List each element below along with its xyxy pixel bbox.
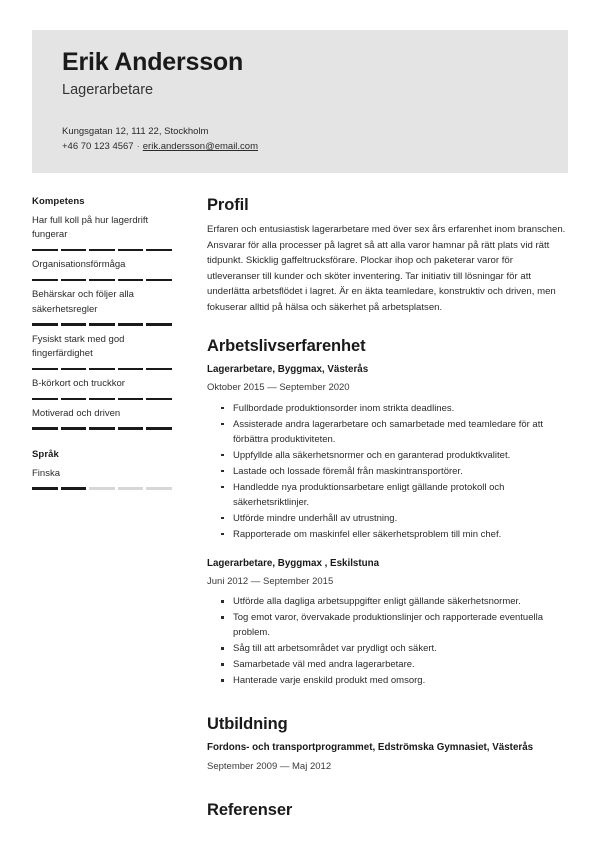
experience-entry <box>207 363 568 542</box>
rating-segment <box>118 323 144 326</box>
section-title-profile: Profil <box>207 196 249 214</box>
bullet-item: Samarbetade väl med andra lagerarbetare. <box>220 657 568 672</box>
skill-rating <box>32 249 172 252</box>
rating-segment <box>146 487 172 490</box>
rating-segment <box>32 427 58 430</box>
sidebar-heading-skills: Kompetens <box>32 196 85 207</box>
experience-bullets <box>207 401 568 542</box>
resume-header <box>32 30 568 173</box>
experience-title: Lagerarbetare, Byggmax, Västerås <box>207 364 369 376</box>
contact-phone-email-line <box>62 140 538 155</box>
skill-rating <box>32 279 172 282</box>
bullet-item: Uppfyllde alla säkerhetsnormer och en garanterad produktkvalitet. <box>220 448 568 463</box>
education-entry <box>207 741 568 774</box>
rating-segment <box>61 487 87 490</box>
rating-segment <box>89 487 115 490</box>
rating-segment <box>118 427 144 430</box>
experience-entry <box>207 557 568 689</box>
rating-segment <box>32 249 58 252</box>
rating-segment <box>61 427 87 430</box>
skill-label: Har full koll på hur lagerdrift fungerar <box>32 215 149 241</box>
skill-rating <box>32 398 172 401</box>
skill-item <box>32 214 168 251</box>
rating-segment <box>32 368 58 371</box>
rating-segment <box>89 323 115 326</box>
bullet-item: Hanterade varje enskild produkt med omsorg. <box>220 673 568 688</box>
bullet-item: Fullbordade produktionsorder inom strikta deadlines. <box>220 401 568 416</box>
rating-segment <box>32 279 58 282</box>
section-title-experience: Arbetslivserfarenhet <box>207 337 366 356</box>
experience-bullets <box>207 594 568 688</box>
contact-phone: +46 70 123 4567 <box>62 140 134 152</box>
skill-rating <box>32 368 172 371</box>
bullet-item: Utförde alla dagliga arbetsuppgifter enligt gällande säkerhetsnormer. <box>220 594 568 609</box>
skill-item <box>32 333 168 370</box>
rating-segment <box>61 323 87 326</box>
candidate-name: Erik Andersson <box>62 48 244 76</box>
experience-dates: Oktober 2015 — September 2020 <box>207 382 350 394</box>
contact-info <box>62 125 538 154</box>
rating-segment <box>118 368 144 371</box>
rating-segment <box>118 249 144 252</box>
rating-segment <box>61 249 87 252</box>
rating-segment <box>146 279 172 282</box>
rating-segment <box>89 368 115 371</box>
rating-segment <box>89 249 115 252</box>
skill-label: B-körkort och truckkor <box>32 378 125 390</box>
language-rating <box>32 487 172 490</box>
rating-segment <box>32 398 58 401</box>
resume-body <box>32 196 568 827</box>
rating-segment <box>89 279 115 282</box>
education-title: Fordons- och transportprogrammet, Edströmska Gymnasiet, Västerås <box>207 742 534 754</box>
rating-segment <box>61 398 87 401</box>
skill-label: Motiverad och driven <box>32 408 121 419</box>
skill-item <box>32 407 168 430</box>
rating-segment <box>32 323 58 326</box>
section-title-education: Utbildning <box>207 715 288 734</box>
experience-title: Lagerarbetare, Byggmax , Eskilstuna <box>207 557 380 569</box>
bullet-item: Tog emot varor, övervakade produktionslinjer och rapporterade eventuella problem. <box>220 610 568 640</box>
education-dates: September 2009 — Maj 2012 <box>207 761 332 773</box>
experience-dates: Juni 2012 — September 2015 <box>207 575 334 587</box>
contact-email-link[interactable]: erik.andersson@email.com <box>142 140 259 152</box>
rating-segment <box>146 323 172 326</box>
skill-item <box>32 258 168 281</box>
skill-label: Behärskar och följer alla säkerhetsregler <box>32 289 134 315</box>
rating-segment <box>61 279 87 282</box>
profile-summary: Erfaren och entusiastisk lagerarbetare med över sex års erfarenhet inom branschen. Ansvarar för alla processer på lagret så att alla varor hamnar på rätt plats vid rätt tidpunkt. Skicklig gaffeltrucksförare. Plockar ihop och paketerar varor för utleveranser till kunder och sköter inventering. Tar initiativ till lösningar för att underlätta arbetsflödet i lagret. Är en äkta teamledare, konstruktiv och driven, men fokuserar alltid på hälsa och säkerhet på arbetsplatsen. <box>207 224 566 313</box>
bullet-item: Assisterade andra lagerarbetare och samarbetade med teamledare för att förbättra produktiviteten. <box>220 417 568 447</box>
candidate-job-title: Lagerarbetare <box>62 81 154 98</box>
bullet-item: Handledde nya produktionsarbetare enligt gällande protokoll och säkerhetsriktlinjer. <box>220 480 568 510</box>
bullet-item: Rapporterade om maskinfel eller säkerhetsproblem till min chef. <box>220 527 568 542</box>
rating-segment <box>146 398 172 401</box>
rating-segment <box>118 487 144 490</box>
rating-segment <box>89 398 115 401</box>
main-content <box>176 196 568 827</box>
language-label: Finska <box>32 467 60 479</box>
bullet-item: Lastade och lossade föremål från maskintransportörer. <box>220 464 568 479</box>
bullet-item: Såg till att arbetsområdet var prydligt och säkert. <box>220 641 568 656</box>
skill-item <box>32 288 168 325</box>
rating-segment <box>32 487 58 490</box>
skill-label: Organisationsförmåga <box>32 259 126 271</box>
contact-separator: · <box>136 140 140 152</box>
rating-segment <box>61 368 87 371</box>
rating-segment <box>146 427 172 430</box>
rating-segment <box>146 368 172 371</box>
skill-rating <box>32 323 172 326</box>
contact-address: Kungsgatan 12, 111 22, Stockholm <box>62 126 209 138</box>
sidebar-heading-languages: Språk <box>32 448 59 460</box>
section-title-references: Referenser <box>207 800 293 819</box>
language-item <box>32 467 168 490</box>
rating-segment <box>118 398 144 401</box>
sidebar <box>32 196 176 497</box>
rating-segment <box>146 249 172 252</box>
skill-rating <box>32 427 172 430</box>
bullet-item: Utförde mindre underhåll av utrustning. <box>220 511 568 526</box>
skill-item <box>32 377 168 400</box>
rating-segment <box>89 427 115 430</box>
rating-segment <box>118 279 144 282</box>
skill-label: Fysiskt stark med god fingerfärdighet <box>32 333 125 360</box>
